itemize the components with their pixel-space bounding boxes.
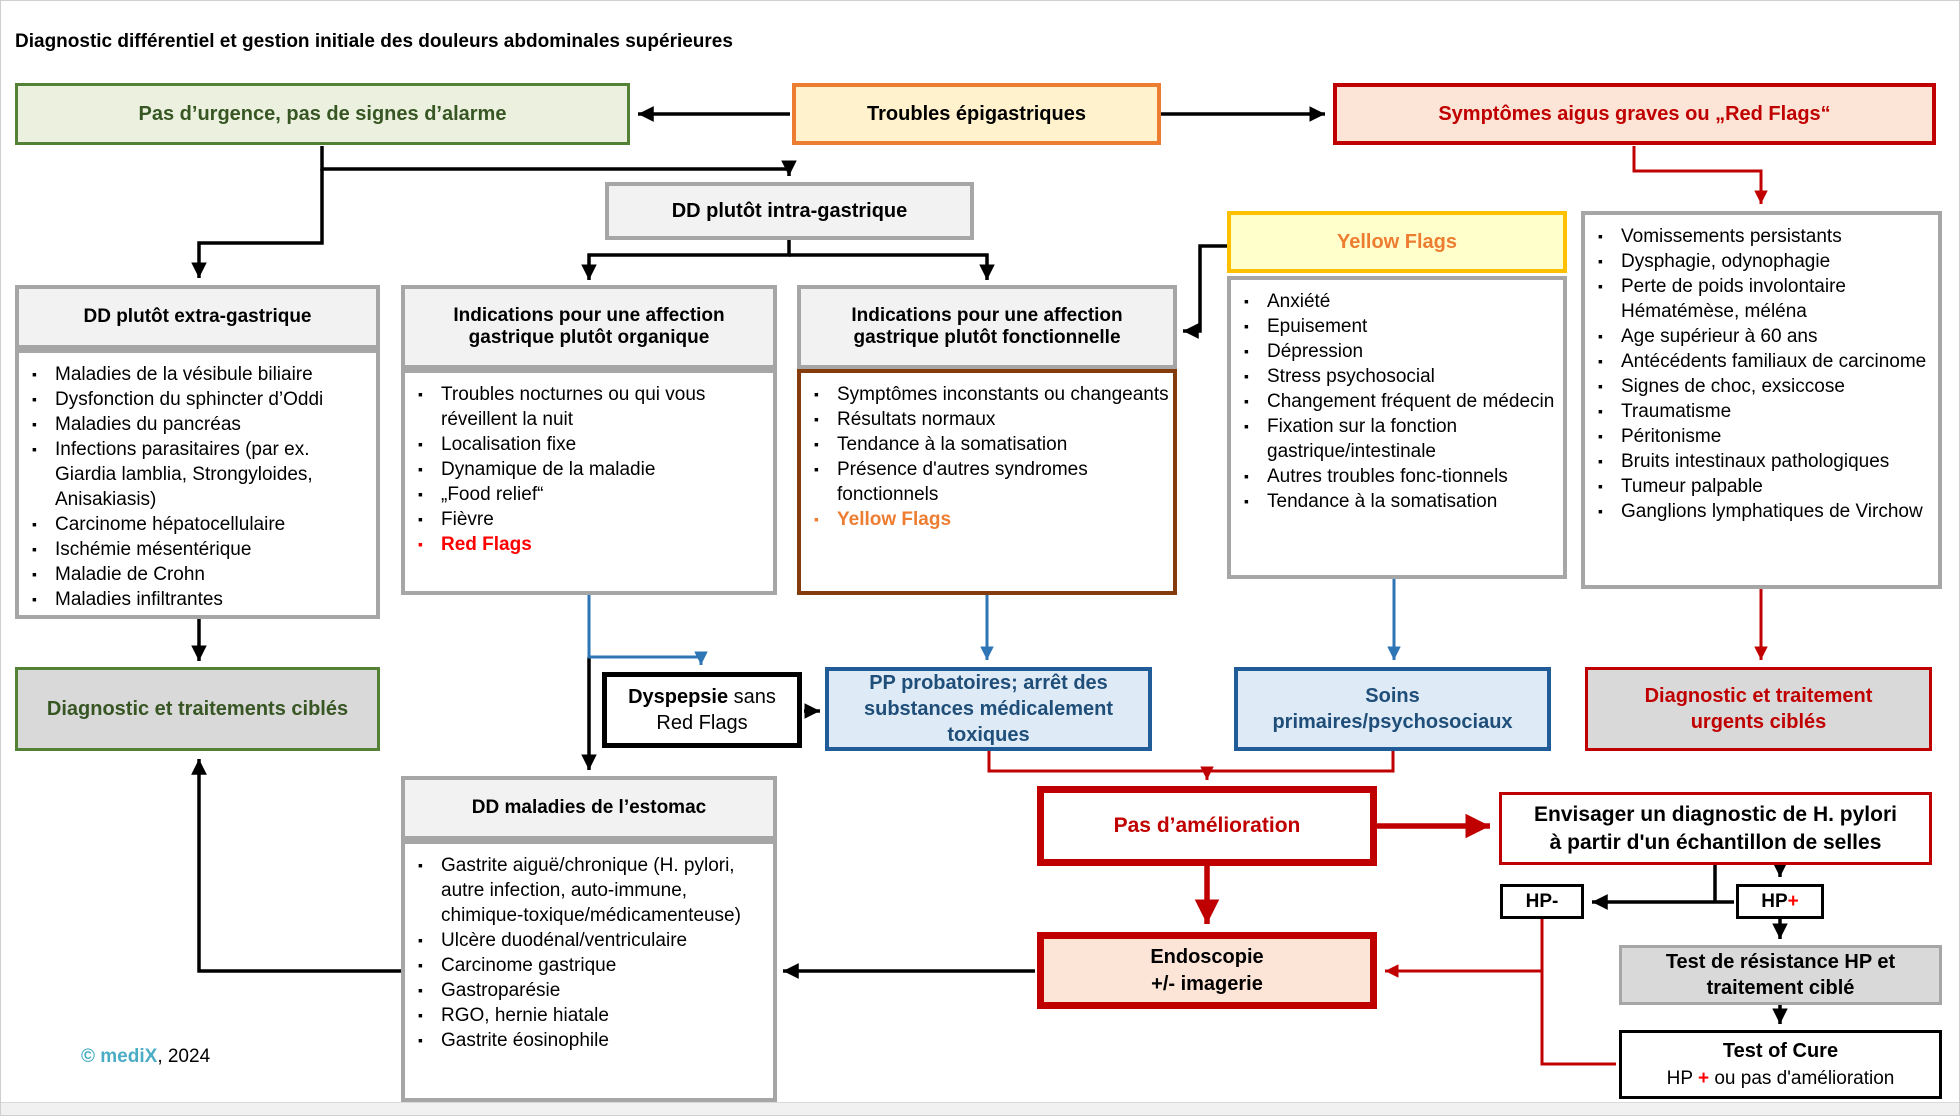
list-item: ▪ Localisation fixe bbox=[405, 432, 769, 457]
arrow-intra-to-organic bbox=[589, 240, 789, 280]
list-item: ▪ Age supérieur à 60 ans bbox=[1585, 324, 1934, 349]
list-item: ▪ Tendance à la somatisation bbox=[1231, 489, 1559, 514]
no-urgency-label: Pas d’urgence, pas de signes d’alarme bbox=[138, 102, 507, 125]
list-item: ▪ Yellow Flags bbox=[801, 507, 1169, 532]
no-improvement-box bbox=[1037, 786, 1377, 866]
list-item: ▪ Fixation sur la fonction gastrique/intestinale bbox=[1231, 414, 1559, 464]
hp-stool-line2: à partir d'un échantillon de selles bbox=[1549, 830, 1882, 854]
list-item: ▪ Gastrite éosinophile bbox=[405, 1028, 769, 1053]
list-item: ▪ Epuisement bbox=[1231, 314, 1559, 339]
hp-positive-sign: + bbox=[1787, 890, 1799, 912]
list-item: ▪ Traumatisme bbox=[1585, 399, 1934, 424]
dyspepsia-line2: Red Flags bbox=[656, 712, 748, 734]
endoscopy-line1: Endoscopie bbox=[1150, 945, 1264, 968]
line-pp-soins-join bbox=[989, 750, 1393, 771]
arrow-intra-to-functional bbox=[789, 255, 987, 280]
soins-primaires-label: Soins primaires/psychosociaux bbox=[1272, 685, 1513, 733]
epigastric-box bbox=[792, 83, 1161, 145]
targeted-treatment-box bbox=[15, 667, 380, 751]
arrow-stomach-to-targeted bbox=[199, 759, 401, 971]
arrow-organic-to-dyspepsia bbox=[589, 593, 701, 665]
list-item: ▪ Gastrite aiguë/chronique (H. pylori, autre infection, auto-immune, chimique-toxique/médicamenteuse) bbox=[405, 853, 769, 928]
extra-gastric-panel bbox=[15, 285, 380, 619]
list-item: ▪ Stress psychosocial bbox=[1231, 364, 1559, 389]
list-item: ▪ Vomissements persistants bbox=[1585, 224, 1934, 249]
test-of-cure-box bbox=[1619, 1030, 1942, 1099]
acute-list-panel bbox=[1581, 211, 1942, 589]
list-item: ▪ Dynamique de la maladie bbox=[405, 457, 769, 482]
hp-positive-prefix: HP bbox=[1761, 890, 1788, 912]
list-item: ▪ Autres troubles fonc-tionnels bbox=[1231, 464, 1559, 489]
endoscopy-line2: +/- imagerie bbox=[1151, 972, 1263, 995]
test-of-cure-line2: HP + ou pas d'amélioration bbox=[1666, 1067, 1895, 1089]
pp-probatoires-label: PP probatoires; arrêt des substances médicalement toxiques bbox=[864, 672, 1113, 746]
list-item: ▪ Tumeur palpable bbox=[1585, 474, 1934, 499]
test-of-cure-line1: Test of Cure bbox=[1722, 1039, 1839, 1062]
urgent-treatment-label: Diagnostic et traitement urgents ciblés bbox=[1644, 685, 1873, 733]
intra-gastric-box bbox=[605, 182, 974, 240]
list-item: ▪ Red Flags bbox=[405, 532, 769, 557]
list-item: ▪ Signes de choc, exsiccose bbox=[1585, 374, 1934, 399]
list-item: ▪ Changement fréquent de médecin bbox=[1231, 389, 1559, 414]
hp-positive-box bbox=[1736, 884, 1824, 919]
list-item: ▪ Présence d'autres syndromes fonctionnels bbox=[801, 457, 1169, 507]
line-no-urgency-split bbox=[322, 146, 789, 169]
soins-primaires-box bbox=[1234, 667, 1551, 751]
horizontal-scrollbar[interactable] bbox=[1, 1102, 1960, 1115]
list-item: ▪ Symptômes inconstants ou changeants bbox=[801, 382, 1169, 407]
yellow-flags-label: Yellow Flags bbox=[1336, 230, 1458, 253]
stomach-title: DD maladies de l’estomac bbox=[401, 776, 777, 840]
list-item: ▪ RGO, hernie hiatale bbox=[405, 1003, 769, 1028]
dyspepsia-box bbox=[602, 672, 802, 748]
list-item: ▪ Gastroparésie bbox=[405, 978, 769, 1003]
list-item: ▪ Tendance à la somatisation bbox=[801, 432, 1169, 457]
stomach-panel bbox=[401, 776, 777, 1102]
list-item: ▪ Ulcère duodénal/ventriculaire bbox=[405, 928, 769, 953]
list-item: ▪ Bruits intestinaux pathologiques bbox=[1585, 449, 1934, 474]
functional-list bbox=[801, 373, 1173, 532]
functional-panel bbox=[797, 285, 1177, 595]
list-item: ▪ Troubles nocturnes ou qui vous réveillent la nuit bbox=[405, 382, 769, 432]
list-item: ▪ Péritonisme bbox=[1585, 424, 1934, 449]
intra-gastric-label: DD plutôt intra-gastrique bbox=[671, 199, 908, 222]
hp-negative-sign: - bbox=[1552, 890, 1559, 912]
hp-resistance-test-box bbox=[1619, 945, 1942, 1005]
list-item: ▪ Résultats normaux bbox=[801, 407, 1169, 432]
organic-panel bbox=[401, 285, 777, 595]
hp-negative-box bbox=[1500, 884, 1584, 919]
arrow-no-urgency-to-extra bbox=[199, 169, 322, 278]
list-item: ▪ Carcinome hépatocellulaire bbox=[19, 512, 372, 537]
list-item: ▪ Maladie de Crohn bbox=[19, 562, 372, 587]
list-item: ▪ „Food relief“ bbox=[405, 482, 769, 507]
list-item: ▪ Ischémie mésentérique bbox=[19, 537, 372, 562]
extra-gastric-list bbox=[19, 353, 376, 612]
list-item: ▪ Maladies du pancréas bbox=[19, 412, 372, 437]
list-item: ▪ Infections parasitaires (par ex. Giardia lamblia, Strongyloides, Anisakiasis) bbox=[19, 437, 372, 512]
yellow-flags-panel bbox=[1227, 276, 1567, 579]
urgent-treatment-box bbox=[1585, 667, 1932, 751]
brand-name: mediX bbox=[100, 1046, 158, 1067]
targeted-treatment-label: Diagnostic et traitements ciblés bbox=[46, 697, 349, 720]
hp-stool-line1: Envisager un diagnostic de H. pylori bbox=[1534, 802, 1897, 826]
list-item: ▪ Maladies infiltrantes bbox=[19, 587, 372, 612]
hp-stool-test-box bbox=[1499, 792, 1932, 865]
arrow-acute-to-list bbox=[1634, 146, 1761, 204]
list-item: ▪ Ganglions lymphatiques de Virchow bbox=[1585, 499, 1934, 524]
list-item: ▪ Maladies de la vésibule biliaire bbox=[19, 362, 372, 387]
organic-title: Indications pour une affection gastrique plutôt organique bbox=[401, 285, 777, 369]
list-item: ▪ Antécédents familiaux de carcinome bbox=[1585, 349, 1934, 374]
endoscopy-box bbox=[1037, 932, 1377, 1009]
hp-resistance-line2: traitement ciblé bbox=[1706, 977, 1855, 999]
acute-symptoms-box bbox=[1333, 83, 1936, 145]
functional-title: Indications pour une affection gastrique plutôt fonctionnelle bbox=[797, 285, 1177, 369]
acute-symptoms-label: Symptômes aigus graves ou „Red Flags“ bbox=[1438, 102, 1831, 125]
list-item: ▪ Anxiété bbox=[1231, 289, 1559, 314]
yellow-flags-box bbox=[1227, 211, 1567, 273]
extra-gastric-title: DD plutôt extra-gastrique bbox=[15, 285, 380, 349]
yellow-flags-list bbox=[1231, 280, 1563, 514]
line-hp-neg-loop bbox=[1542, 918, 1616, 1064]
dyspepsia-line1: Dyspepsie sans bbox=[628, 686, 776, 708]
organic-list bbox=[405, 373, 773, 557]
list-item: ▪ Fièvre bbox=[405, 507, 769, 532]
copyright-year: , 2024 bbox=[157, 1046, 211, 1067]
list-item: ▪ Dysfonction du sphincter d’Oddi bbox=[19, 387, 372, 412]
no-improvement-label: Pas d’amélioration bbox=[1113, 814, 1301, 837]
acute-list bbox=[1585, 215, 1938, 524]
copyright bbox=[81, 1046, 210, 1068]
copyright-symbol: © bbox=[81, 1046, 95, 1067]
pp-probatoires-box bbox=[825, 667, 1152, 751]
hp-resistance-line1: Test de résistance HP et bbox=[1665, 951, 1896, 973]
hp-negative-prefix: HP bbox=[1525, 890, 1553, 912]
stomach-list bbox=[405, 844, 773, 1053]
no-urgency-box bbox=[15, 83, 630, 145]
epigastric-label: Troubles épigastriques bbox=[867, 102, 1086, 125]
list-item: ▪ Dépression bbox=[1231, 339, 1559, 364]
list-item: ▪ Carcinome gastrique bbox=[405, 953, 769, 978]
page-title: Diagnostic différentiel et gestion initiale des douleurs abdominales supérieures bbox=[15, 31, 733, 52]
list-item: ▪ Perte de poids involontaire Hématémèse, méléna bbox=[1585, 274, 1934, 324]
list-item: ▪ Dysphagie, odynophagie bbox=[1585, 249, 1934, 274]
arrow-yellowflags-to-functional bbox=[1183, 246, 1227, 331]
